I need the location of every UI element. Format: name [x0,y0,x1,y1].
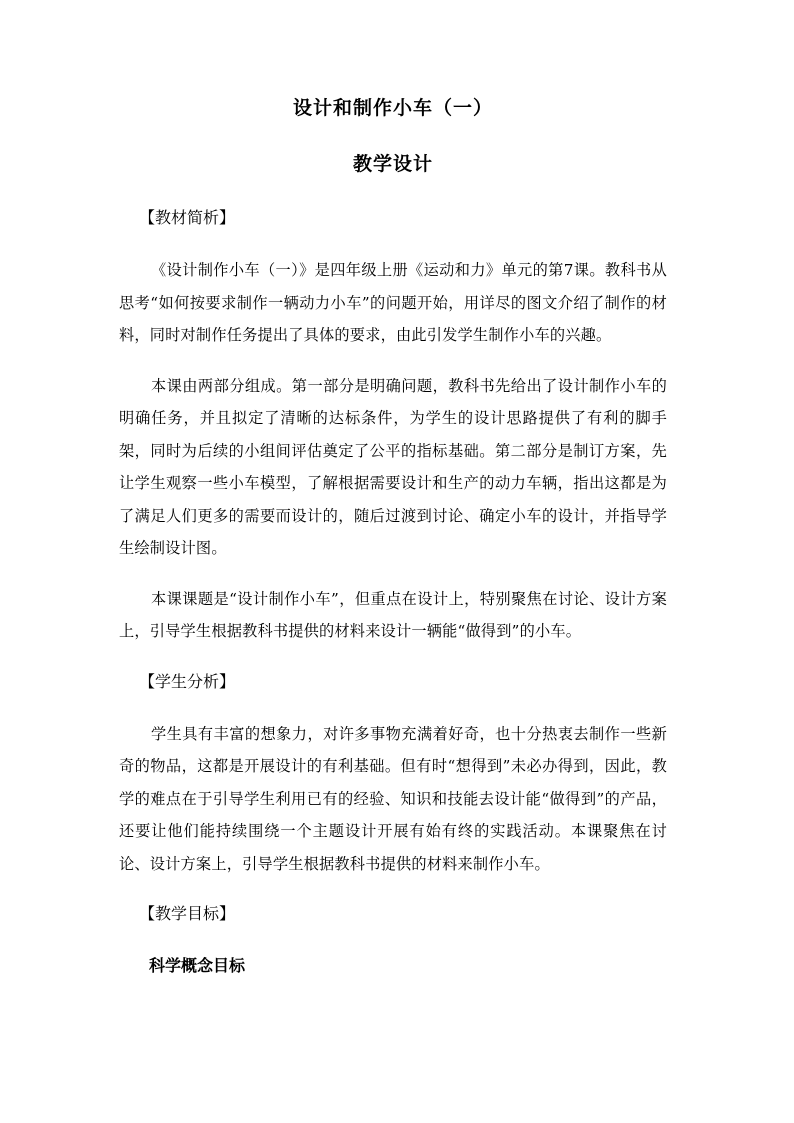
paragraph: 本课课题是“设计制作小车”，但重点在设计上，特别聚焦在讨论、设计方案上，引导学生根据教科书提供的材料来设计一辆能“做得到”的小车。 [119,589,667,640]
section-heading-student-analysis: 【学生分析】 [139,671,236,691]
subheading-science-concept-goals: 科学概念目标 [149,956,246,975]
document-body [119,94,667,982]
paragraph: 《设计制作小车（一）》是四年级上册《运动和力》单元的第7课。教科书从思考“如何按要求制作一辆动力小车”的问题开始，用详尽的图文介绍了制作的材料，同时对制作任务提出了具体的要求，由此引发学生制作小车的兴趣。 [119,261,667,344]
section-heading-textbook-analysis: 【教材简析】 [139,208,236,227]
document-subtitle: 教学设计 [352,153,433,175]
paragraph: 本课由两部分组成。第一部分是明确问题，教科书先给出了设计制作小车的明确任务，并且拟定了清晰的达标条件，为学生的设计思路提供了有利的脚手架，同时为后续的小组间评估奠定了公平的指标基础。第二部分是制订方案，先让学生观察一些小车模型，了解根据需要设计和生产的动力车辆，指出这都是为了满足人们更多的需要而设计的，随后过渡到讨论、确定小车的设计，并指导学生绘制设计图。 [119,376,667,557]
section-heading-teaching-goals: 【教学目标】 [139,904,236,923]
paragraph: 学生具有丰富的想象力，对许多事物充满着好奇，也十分热衷去制作一些新奇的物品，这都是开展设计的有利基础。但有时“想得到”未必办得到，因此，教学的难点在于引导学生利用已有的经验、知识和技能去设计能“做得到”的产品，还要让他们能持续围绕一个主题设计开展有始有终的实践活动。本课聚焦在讨论、设计方案上，引导学生根据教科书提供的材料来制作小车。 [119,724,667,873]
document-title: 设计和制作小车（一） [292,97,493,119]
